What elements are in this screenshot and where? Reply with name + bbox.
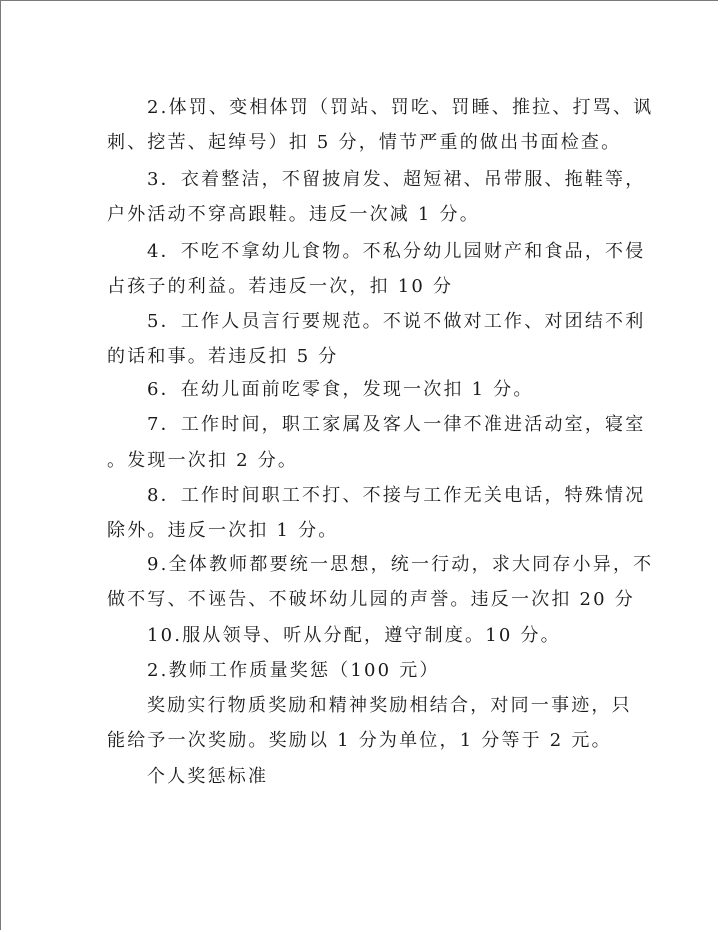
text-line: 。发现一次扣 2 分。 xyxy=(107,450,299,471)
text-line: 奖励实行物质奖励和精神奖励相结合，对同一事迹，只 xyxy=(147,695,632,716)
text-line: 占孩子的利益。若违反一次，扣 10 分 xyxy=(107,276,454,297)
text-line: 4．不吃不拿幼儿食物。不私分幼儿园财产和食品，不侵 xyxy=(147,241,646,262)
text-line: 2.体罚、变相体罚（罚站、罚吃、罚睡、推拉、打骂、讽 xyxy=(147,97,654,118)
text-line: 能给予一次奖励。奖励以 1 分为单位，1 分等于 2 元。 xyxy=(107,730,612,751)
text-line: 做不写、不诬告、不破坏幼儿园的声誉。违反一次扣 20 分 xyxy=(107,589,635,610)
text-line: 除外。违反一次扣 1 分。 xyxy=(107,520,339,541)
text-line: 10.服从领导、听从分配，遵守制度。10 分。 xyxy=(147,625,561,646)
text-line: 个人奖惩标准 xyxy=(147,766,269,787)
text-line: 6．在幼儿面前吃零食，发现一次扣 1 分。 xyxy=(147,379,534,400)
text-line: 5．工作人员言行要规范。不说不做对工作、对团结不利 xyxy=(147,311,646,332)
text-line: 9.全体教师都要统一思想，统一行动，求大同存小异，不 xyxy=(147,554,654,575)
text-line: 刺、挖苦、起绰号）扣 5 分，情节严重的做出书面检查。 xyxy=(107,132,622,153)
text-line: 户外活动不穿高跟鞋。违反一次减 1 分。 xyxy=(107,204,480,225)
text-line: 3．衣着整洁，不留披肩发、超短裙、吊带服、拖鞋等， xyxy=(147,169,646,190)
text-line: 7．工作时间，职工家属及客人一律不准进活动室，寝室 xyxy=(147,414,646,435)
text-line: 的话和事。若违反扣 5 分 xyxy=(107,346,339,367)
text-line: 2.教师工作质量奖惩（100 元） xyxy=(147,660,440,681)
text-line: 8．工作时间职工不打、不接与工作无关电话，特殊情况 xyxy=(147,485,646,506)
